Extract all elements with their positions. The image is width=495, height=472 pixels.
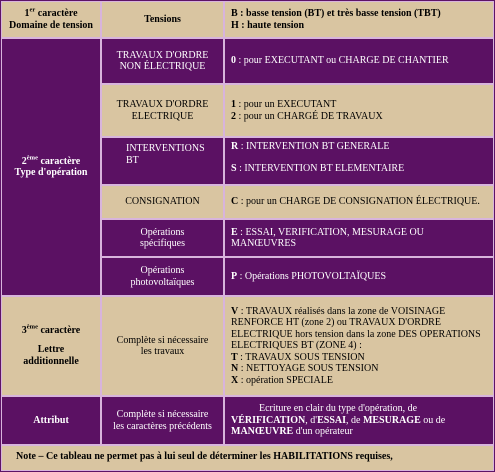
header-col1-line2: Domaine de tension (9, 19, 93, 31)
desc-section3-n: : NETTOYAGE SOUS TENSION (238, 363, 379, 375)
tension-row4: Opérations spécifiques (140, 226, 185, 249)
attribut-mesurage: MESURAGE (362, 414, 421, 426)
desc-section3-t: : TRAVAUX SOUS TENSION (237, 351, 365, 363)
tension-section3: Complète si nécessaire les travaux (116, 334, 209, 357)
header-tension-codes (224, 1, 494, 38)
desc-row1-0: : pour un EXECUTANT (236, 99, 337, 110)
tension-interventions-bt (101, 137, 224, 185)
tension-attribut: Complète si nécessaire les caractères précédents (113, 409, 212, 432)
code-n: N (231, 363, 239, 375)
tension-row2: INTERVENTIONS BT (126, 143, 205, 166)
section3-suffix: caractère (37, 324, 81, 336)
section3-line2: Lettre (37, 344, 65, 356)
section2-line2: Type d'opération (14, 167, 88, 178)
section3-prefix: 3 (21, 324, 27, 336)
desc-row3-0: : pour un CHARGE DE CONSIGNATION ÉLECTRIQUE. (238, 196, 480, 208)
desc-row2-0: : INTERVENTION BT GENERALE (238, 141, 390, 152)
code-v: V (231, 305, 239, 317)
desc-row5-0: : Opérations PHOTOVOLTAÏQUES (237, 270, 387, 282)
attribut-essai: ESSAI (317, 414, 346, 426)
desc-row4-0: : ESSAI, VERIFICATION, MESURAGE OU MANŒUVRES (231, 226, 424, 249)
section2-suffix: caractère (37, 155, 81, 167)
header-code-h: H (231, 19, 239, 31)
code-1: 1 (231, 99, 236, 110)
section2-label (1, 38, 101, 296)
header-character-1 (1, 1, 101, 38)
desc-operations-photovoltaiques (224, 257, 494, 296)
code-t: T (231, 351, 238, 363)
tension-operations-photovoltaiques (101, 257, 224, 296)
note-text: Note – Ce tableau ne permet pas à lui seul de déterminer les HABILITATIONS requises, (16, 451, 393, 462)
tension-travaux-electrique (101, 84, 224, 137)
desc-section3-x: : opération SPECIALE (238, 374, 333, 386)
code-c: C (231, 196, 239, 208)
desc-attribut (224, 396, 494, 445)
attribut-part5: d'un opérateur (293, 426, 353, 438)
tension-complete-caracteres (101, 396, 224, 445)
attribut-part2: , d' (305, 414, 318, 426)
desc-lettre-additionnelle (224, 296, 494, 396)
desc-row2-1: : INTERVENTION BT ELEMENTAIRE (236, 162, 405, 174)
code-0: 0 (231, 55, 236, 67)
desc-section3-intro: : TRAVAUX réalisés dans la zone de VOISINAGE RENFORCE HT (zone 2) ou TRAVAUX D'ORDRE ELECTRIQUE hors tension dans la zone DES OPERATIONS ELECTRIQUES BT (ZONE 4) : (231, 305, 481, 352)
tension-row3: CONSIGNATION (125, 196, 200, 208)
desc-consignation (224, 185, 494, 219)
attribut-manoeuvre: MANŒUVRE (231, 426, 294, 438)
attribut-part4: ou de (420, 414, 446, 426)
code-s: S (231, 162, 237, 174)
desc-travaux-electrique (224, 84, 494, 137)
attribut-verification: VÉRIFICATION (231, 414, 306, 426)
code-2: 2 (231, 110, 236, 122)
code-p: P (231, 270, 238, 282)
tension-consignation (101, 185, 224, 219)
attribut-part3: , de (346, 414, 363, 426)
section3-line3: additionnelle (23, 355, 79, 367)
desc-row0-0: : pour EXECUTANT ou CHARGE DE CHANTIER (236, 55, 449, 67)
attribut-label (1, 396, 101, 445)
header-col1-suffix: caractère (35, 8, 78, 19)
header-tensions (101, 1, 224, 38)
desc-operations-specifiques (224, 219, 494, 257)
header-tensions-label: Tensions (144, 13, 181, 25)
code-x: X (231, 374, 239, 386)
desc-interventions-bt (224, 137, 494, 185)
attribut-label-text: Attribut (33, 414, 69, 426)
section2-prefix: 2 (21, 155, 27, 167)
note-row (1, 445, 494, 471)
desc-travaux-non-electrique (224, 38, 494, 84)
tension-travaux-non-electrique (101, 38, 224, 84)
section3-sup: ème (26, 323, 38, 331)
tension-row0: TRAVAUX D'ORDRE NON ÉLECTRIQUE (116, 49, 209, 72)
code-e: E (231, 226, 238, 238)
section2-sup: ème (26, 154, 38, 162)
header-code-b: B (231, 8, 238, 19)
header-code-b-text: : basse tension (BT) et très basse tension (TBT) (237, 8, 441, 19)
header-code-h-text: : haute tension (238, 19, 305, 31)
tension-operations-specifiques (101, 219, 224, 257)
attribut-part1: Ecriture en clair du type d'opération, de (259, 403, 418, 415)
code-r: R (231, 141, 239, 152)
desc-row1-1: : pour un CHARGÉ DE TRAVAUX (236, 110, 383, 122)
tension-row1: TRAVAUX D'ORDRE ELECTRIQUE (116, 99, 209, 122)
header-col1-sup: er (29, 6, 36, 14)
header-col1-prefix: 1 (24, 8, 30, 19)
section3-label (1, 296, 101, 396)
tension-row5: Opérations photovoltaïques (130, 265, 195, 288)
tension-complete-travaux (101, 296, 224, 396)
